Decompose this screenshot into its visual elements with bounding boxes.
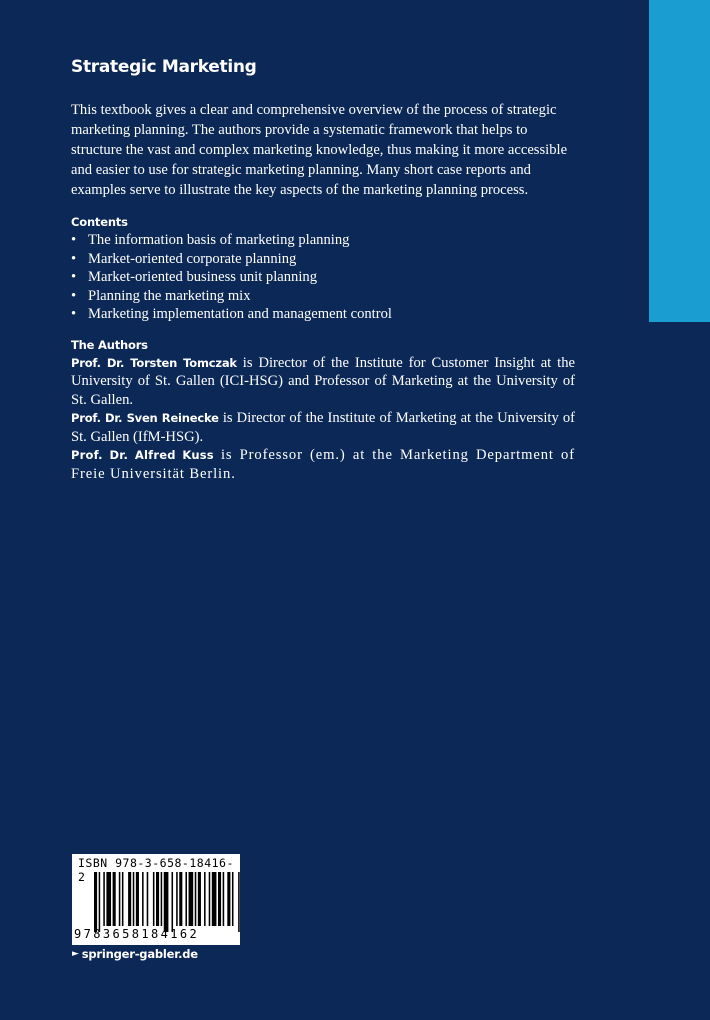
isbn-barcode xyxy=(72,854,240,945)
barcode-bar xyxy=(164,872,169,932)
author-name: Prof. Dr. Sven Reinecke xyxy=(71,411,219,425)
barcode-bar xyxy=(156,872,159,926)
barcode-bar xyxy=(176,872,178,926)
barcode-bar xyxy=(218,872,221,926)
barcode-bar xyxy=(212,872,217,926)
contents-item: Planning the marketing mix xyxy=(88,287,251,304)
barcode-bar xyxy=(179,872,182,926)
barcode-bar xyxy=(133,872,135,926)
barcode-bar xyxy=(94,872,97,932)
isbn-label: ISBN 978-3-658-18416-2 xyxy=(78,856,234,884)
bullet-icon: • xyxy=(71,306,77,322)
authors-heading: The Authors xyxy=(71,337,148,352)
cover-text xyxy=(71,56,575,483)
barcode-bar xyxy=(204,872,206,926)
author-entry xyxy=(71,354,575,410)
contents-item: Marketing implementation and management control xyxy=(88,306,392,322)
book-title: Strategic Marketing xyxy=(71,57,257,77)
list-item xyxy=(71,250,575,269)
barcode-bar xyxy=(119,872,121,926)
barcode-bar xyxy=(195,872,197,926)
barcode-bar xyxy=(128,872,131,926)
author-entry xyxy=(71,446,575,483)
barcode-bar xyxy=(198,872,201,926)
barcode-bar xyxy=(147,872,149,926)
isbn-digits: 9783658184162 xyxy=(74,927,200,941)
contents-heading: Contents xyxy=(71,215,128,229)
bullet-icon: • xyxy=(71,269,77,285)
website-url: springer-gabler.de xyxy=(81,947,198,961)
barcode-bar xyxy=(136,872,139,926)
barcode-bar xyxy=(153,872,155,926)
barcode-bar xyxy=(106,872,111,926)
list-item xyxy=(71,268,575,287)
contents-item: The information basis of marketing planning xyxy=(88,232,350,248)
barcode-bar xyxy=(99,872,101,932)
list-item xyxy=(71,287,575,306)
contents-item: Market-oriented business unit planning xyxy=(88,269,317,285)
barcode-bar xyxy=(122,872,124,926)
barcode-bar xyxy=(238,872,240,932)
list-item xyxy=(71,231,575,250)
barcode-bar xyxy=(142,872,144,926)
author-bio: is Director of the Institute of Marketing at the University of St. Gallen (IfM-HSG). xyxy=(71,410,575,445)
arrow-right-icon: ► xyxy=(72,949,79,959)
accent-bar xyxy=(649,0,710,322)
barcode-bar xyxy=(189,872,194,926)
bullet-icon: • xyxy=(71,232,77,248)
author-bio: is Director of the Institute for Customer Insight at the University of St. Gallen (ICI-HSG) and Professor of Marketing at the University of St. Gallen. xyxy=(71,354,575,408)
barcode-bar xyxy=(172,872,174,932)
barcode-bar xyxy=(185,872,187,926)
barcode-bar xyxy=(113,872,116,926)
barcode-bar xyxy=(232,872,234,926)
book-description: This textbook gives a clear and comprehensive overview of the process of strategic marketing planning. The authors provide a systematic framework that helps to structure the vast and complex marketing knowledge, thus making it more accessible and easier to use for strategic marketing planning. Many short case reports and examples serve to illustrate the key aspects of the marketing planning process. xyxy=(71,102,568,198)
barcode-bar xyxy=(223,872,225,926)
barcode-bar xyxy=(209,872,211,926)
list-item xyxy=(71,305,575,324)
barcode-bar xyxy=(103,872,105,926)
author-name: Prof. Dr. Torsten Tomczak xyxy=(71,355,237,370)
barcode-bar xyxy=(227,872,230,926)
author-bio: is Professor (em.) at the Marketing Department of Freie Universität Berlin. xyxy=(71,447,575,482)
author-entry xyxy=(71,409,575,446)
author-name: Prof. Dr. Alfred Kuss xyxy=(71,448,214,462)
bullet-icon: • xyxy=(71,287,77,304)
contents-list xyxy=(71,231,575,324)
website-link[interactable] xyxy=(72,947,198,961)
barcode-bar xyxy=(161,872,163,926)
bullet-icon: • xyxy=(71,250,77,267)
contents-item: Market-oriented corporate planning xyxy=(88,250,297,267)
